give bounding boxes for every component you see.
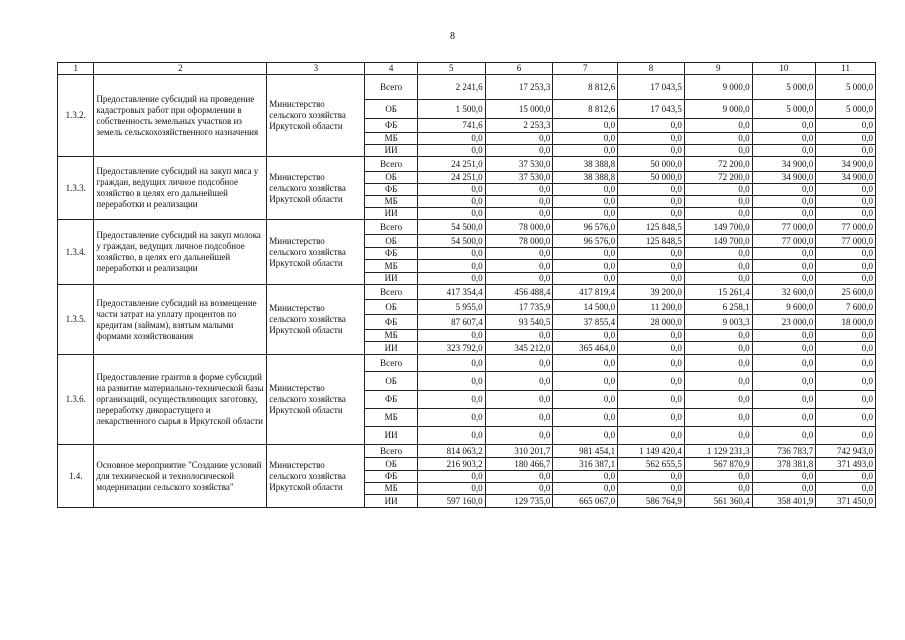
amount-cell: 1 129 231,3 xyxy=(684,445,752,458)
amount-cell: 0,0 xyxy=(618,260,685,273)
amount-cell: 23 000,0 xyxy=(752,315,816,330)
amount-cell: 0,0 xyxy=(553,471,618,483)
amount-cell: 5 000,0 xyxy=(752,75,816,100)
table-row xyxy=(58,157,876,172)
amount-cell: 0,0 xyxy=(618,330,685,342)
amount-cell: 0,0 xyxy=(417,372,485,391)
amount-cell: 0,0 xyxy=(684,133,752,145)
amount-cell: 365 464,0 xyxy=(553,342,618,355)
amount-cell: 0,0 xyxy=(485,471,553,483)
amount-cell: 736 783,7 xyxy=(752,445,816,458)
amount-cell: 0,0 xyxy=(752,119,816,133)
funding-source: МБ xyxy=(365,133,418,145)
amount-cell: 78 000,0 xyxy=(485,235,553,248)
amount-cell: 125 848,5 xyxy=(618,220,685,235)
funding-source: ФБ xyxy=(365,248,418,260)
amount-cell: 37 855,4 xyxy=(553,315,618,330)
amount-cell: 0,0 xyxy=(752,342,816,355)
amount-cell: 5 955,0 xyxy=(417,300,485,315)
column-number-row xyxy=(58,63,876,75)
amount-cell: 6 258,1 xyxy=(684,300,752,315)
amount-cell: 0,0 xyxy=(752,145,816,157)
amount-cell: 0,0 xyxy=(816,196,876,208)
amount-cell: 567 870,9 xyxy=(684,458,752,471)
amount-cell: 0,0 xyxy=(485,330,553,342)
amount-cell: 0,0 xyxy=(684,196,752,208)
amount-cell: 0,0 xyxy=(417,196,485,208)
amount-cell: 742 943,0 xyxy=(816,445,876,458)
amount-cell: 316 387,1 xyxy=(553,458,618,471)
amount-cell: 0,0 xyxy=(684,372,752,391)
amount-cell: 5 000,0 xyxy=(816,100,876,119)
amount-cell: 28 000,0 xyxy=(618,315,685,330)
item-code: 1.4. xyxy=(58,445,94,508)
amount-cell: 0,0 xyxy=(553,483,618,495)
amount-cell: 0,0 xyxy=(684,248,752,260)
amount-cell: 0,0 xyxy=(618,184,685,196)
amount-cell: 96 576,0 xyxy=(553,235,618,248)
amount-cell: 37 530,0 xyxy=(485,172,553,184)
amount-cell: 77 000,0 xyxy=(816,220,876,235)
funding-source: ОБ xyxy=(365,300,418,315)
amount-cell: 0,0 xyxy=(417,260,485,273)
amount-cell: 54 500,0 xyxy=(417,235,485,248)
funding-source: Всего xyxy=(365,75,418,100)
amount-cell: 597 160,0 xyxy=(417,495,485,508)
amount-cell: 5 000,0 xyxy=(816,75,876,100)
amount-cell: 0,0 xyxy=(553,391,618,409)
amount-cell: 0,0 xyxy=(485,260,553,273)
amount-cell: 96 576,0 xyxy=(553,220,618,235)
amount-cell: 9 000,0 xyxy=(684,75,752,100)
amount-cell: 358 401,9 xyxy=(752,495,816,508)
funding-source: Всего xyxy=(365,220,418,235)
column-header-8: 8 xyxy=(618,63,685,75)
amount-cell: 72 200,0 xyxy=(684,157,752,172)
amount-cell: 0,0 xyxy=(553,184,618,196)
amount-cell: 25 600,0 xyxy=(816,285,876,300)
amount-cell: 18 000,0 xyxy=(816,315,876,330)
amount-cell: 0,0 xyxy=(618,342,685,355)
amount-cell: 87 607,4 xyxy=(417,315,485,330)
funding-source: ОБ xyxy=(365,458,418,471)
amount-cell: 0,0 xyxy=(485,133,553,145)
item-executor: Министерство сельского хозяйства Иркутской области xyxy=(267,75,365,157)
amount-cell: 17 043,5 xyxy=(618,100,685,119)
amount-cell: 0,0 xyxy=(752,409,816,427)
amount-cell: 0,0 xyxy=(816,391,876,409)
amount-cell: 0,0 xyxy=(752,330,816,342)
amount-cell: 7 600,0 xyxy=(816,300,876,315)
amount-cell: 8 812,6 xyxy=(553,75,618,100)
item-executor: Министерство сельского хозяйства Иркутской области xyxy=(267,445,365,508)
amount-cell: 371 450,0 xyxy=(816,495,876,508)
amount-cell: 0,0 xyxy=(485,248,553,260)
amount-cell: 0,0 xyxy=(684,355,752,372)
funding-source: ОБ xyxy=(365,235,418,248)
item-name: Основное мероприятие "Создание условий для технической и технологической модернизации сельского хозяйства" xyxy=(94,445,267,508)
amount-cell: 72 200,0 xyxy=(684,172,752,184)
amount-cell: 0,0 xyxy=(816,330,876,342)
amount-cell: 50 000,0 xyxy=(618,157,685,172)
funding-source: ФБ xyxy=(365,184,418,196)
amount-cell: 0,0 xyxy=(816,184,876,196)
amount-cell: 0,0 xyxy=(553,372,618,391)
amount-cell: 0,0 xyxy=(752,372,816,391)
amount-cell: 0,0 xyxy=(618,248,685,260)
amount-cell: 17 253,3 xyxy=(485,75,553,100)
amount-cell: 0,0 xyxy=(553,260,618,273)
amount-cell: 9 600,0 xyxy=(752,300,816,315)
amount-cell: 34 900,0 xyxy=(816,172,876,184)
column-header-10: 10 xyxy=(752,63,816,75)
amount-cell: 0,0 xyxy=(752,208,816,220)
amount-cell: 8 812,6 xyxy=(553,100,618,119)
amount-cell: 0,0 xyxy=(485,427,553,445)
amount-cell: 0,0 xyxy=(816,208,876,220)
amount-cell: 17 735,9 xyxy=(485,300,553,315)
column-header-4: 4 xyxy=(365,63,418,75)
item-code: 1.3.3. xyxy=(58,157,94,220)
amount-cell: 0,0 xyxy=(485,208,553,220)
amount-cell: 129 735,0 xyxy=(485,495,553,508)
amount-cell: 0,0 xyxy=(752,471,816,483)
funding-source: Всего xyxy=(365,157,418,172)
amount-cell: 0,0 xyxy=(618,355,685,372)
item-code: 1.3.2. xyxy=(58,75,94,157)
amount-cell: 38 388,8 xyxy=(553,157,618,172)
funding-source: МБ xyxy=(365,409,418,427)
amount-cell: 0,0 xyxy=(684,145,752,157)
funding-source: МБ xyxy=(365,260,418,273)
amount-cell: 0,0 xyxy=(684,208,752,220)
amount-cell: 77 000,0 xyxy=(816,235,876,248)
item-executor: Министерство сельского хозяйства Иркутской области xyxy=(267,220,365,285)
amount-cell: 814 063,2 xyxy=(417,445,485,458)
amount-cell: 0,0 xyxy=(618,483,685,495)
amount-cell: 561 360,4 xyxy=(684,495,752,508)
amount-cell: 0,0 xyxy=(684,342,752,355)
amount-cell: 0,0 xyxy=(752,483,816,495)
amount-cell: 0,0 xyxy=(684,184,752,196)
funding-source: Всего xyxy=(365,445,418,458)
amount-cell: 0,0 xyxy=(553,330,618,342)
amount-cell: 0,0 xyxy=(417,391,485,409)
amount-cell: 0,0 xyxy=(752,133,816,145)
amount-cell: 0,0 xyxy=(816,427,876,445)
amount-cell: 14 500,0 xyxy=(553,300,618,315)
amount-cell: 38 388,8 xyxy=(553,172,618,184)
amount-cell: 0,0 xyxy=(618,119,685,133)
amount-cell: 0,0 xyxy=(485,355,553,372)
amount-cell: 180 466,7 xyxy=(485,458,553,471)
amount-cell: 0,0 xyxy=(553,119,618,133)
table-row xyxy=(58,445,876,458)
amount-cell: 0,0 xyxy=(485,391,553,409)
amount-cell: 417 354,4 xyxy=(417,285,485,300)
table-row xyxy=(58,220,876,235)
amount-cell: 39 200,0 xyxy=(618,285,685,300)
amount-cell: 0,0 xyxy=(485,273,553,285)
amount-cell: 741,6 xyxy=(417,119,485,133)
amount-cell: 0,0 xyxy=(553,208,618,220)
amount-cell: 371 493,0 xyxy=(816,458,876,471)
amount-cell: 0,0 xyxy=(618,145,685,157)
amount-cell: 0,0 xyxy=(816,409,876,427)
amount-cell: 34 900,0 xyxy=(752,172,816,184)
amount-cell: 0,0 xyxy=(752,355,816,372)
amount-cell: 0,0 xyxy=(816,248,876,260)
amount-cell: 77 000,0 xyxy=(752,220,816,235)
amount-cell: 0,0 xyxy=(816,372,876,391)
table-row xyxy=(58,285,876,300)
amount-cell: 0,0 xyxy=(417,330,485,342)
page-number: 8 xyxy=(450,31,455,42)
amount-cell: 0,0 xyxy=(417,145,485,157)
amount-cell: 0,0 xyxy=(485,483,553,495)
amount-cell: 0,0 xyxy=(752,427,816,445)
item-name: Предоставление субсидий на закуп молока у граждан, ведущих личное подсобное хозяйство, в целях его дальнейшей переработки и реализации xyxy=(94,220,267,285)
item-name: Предоставление грантов в форме субсидий на развитие материально-технической базы организаций, осуществляющих заготовку, переработку дикорастущего и лекарственного сырья в Иркутской области xyxy=(94,355,267,445)
amount-cell: 11 200,0 xyxy=(618,300,685,315)
amount-cell: 0,0 xyxy=(618,372,685,391)
amount-cell: 0,0 xyxy=(417,273,485,285)
column-header-7: 7 xyxy=(553,63,618,75)
amount-cell: 2 253,3 xyxy=(485,119,553,133)
funding-source: ИИ xyxy=(365,427,418,445)
amount-cell: 24 251,0 xyxy=(417,157,485,172)
funding-source: МБ xyxy=(365,196,418,208)
amount-cell: 9 000,0 xyxy=(684,100,752,119)
amount-cell: 323 792,0 xyxy=(417,342,485,355)
amount-cell: 0,0 xyxy=(752,260,816,273)
amount-cell: 149 700,0 xyxy=(684,235,752,248)
amount-cell: 0,0 xyxy=(553,273,618,285)
amount-cell: 0,0 xyxy=(485,145,553,157)
column-header-1: 1 xyxy=(58,63,94,75)
amount-cell: 149 700,0 xyxy=(684,220,752,235)
amount-cell: 456 488,4 xyxy=(485,285,553,300)
funding-source: ИИ xyxy=(365,273,418,285)
amount-cell: 0,0 xyxy=(684,427,752,445)
item-name: Предоставление субсидий на закуп мяса у граждан, ведущих личное подсобное хозяйство в целях его дальнейшей переработки и реализации xyxy=(94,157,267,220)
funding-source: Всего xyxy=(365,285,418,300)
amount-cell: 0,0 xyxy=(553,248,618,260)
amount-cell: 417 819,4 xyxy=(553,285,618,300)
amount-cell: 37 530,0 xyxy=(485,157,553,172)
amount-cell: 0,0 xyxy=(553,145,618,157)
amount-cell: 32 600,0 xyxy=(752,285,816,300)
amount-cell: 310 201,7 xyxy=(485,445,553,458)
item-executor: Министерство сельского хозяйства Иркутской области xyxy=(267,157,365,220)
amount-cell: 0,0 xyxy=(417,208,485,220)
amount-cell: 378 381,8 xyxy=(752,458,816,471)
item-code: 1.3.4. xyxy=(58,220,94,285)
amount-cell: 586 764,9 xyxy=(618,495,685,508)
amount-cell: 1 149 420,4 xyxy=(618,445,685,458)
amount-cell: 0,0 xyxy=(752,248,816,260)
item-executor: Министерство сельского хозяйства Иркутской области xyxy=(267,285,365,355)
item-code: 1.3.5. xyxy=(58,285,94,355)
amount-cell: 0,0 xyxy=(684,330,752,342)
amount-cell: 0,0 xyxy=(553,196,618,208)
amount-cell: 0,0 xyxy=(816,471,876,483)
amount-cell: 665 067,0 xyxy=(553,495,618,508)
table-row xyxy=(58,355,876,372)
amount-cell: 2 241,6 xyxy=(417,75,485,100)
amount-cell: 1 500,0 xyxy=(417,100,485,119)
item-name: Предоставление субсидий на проведение кадастровых работ при оформлении в собственность земельных участков из земель сельскохозяйственного назначения xyxy=(94,75,267,157)
amount-cell: 345 212,0 xyxy=(485,342,553,355)
amount-cell: 0,0 xyxy=(752,273,816,285)
amount-cell: 0,0 xyxy=(816,145,876,157)
amount-cell: 0,0 xyxy=(684,471,752,483)
amount-cell: 0,0 xyxy=(485,372,553,391)
amount-cell: 981 454,1 xyxy=(553,445,618,458)
funding-source: ИИ xyxy=(365,342,418,355)
amount-cell: 0,0 xyxy=(752,391,816,409)
item-name: Предоставление субсидий на возмещение части затрат на уплату процентов по кредитам (займам), взятым малыми формами хозяйствования xyxy=(94,285,267,355)
funding-source: МБ xyxy=(365,330,418,342)
amount-cell: 0,0 xyxy=(618,196,685,208)
amount-cell: 0,0 xyxy=(485,196,553,208)
amount-cell: 0,0 xyxy=(618,409,685,427)
amount-cell: 0,0 xyxy=(618,391,685,409)
amount-cell: 0,0 xyxy=(417,483,485,495)
amount-cell: 0,0 xyxy=(618,471,685,483)
funding-source: ФБ xyxy=(365,391,418,409)
funding-source: ФБ xyxy=(365,315,418,330)
amount-cell: 77 000,0 xyxy=(752,235,816,248)
column-header-9: 9 xyxy=(684,63,752,75)
funding-table xyxy=(57,62,876,508)
amount-cell: 0,0 xyxy=(417,133,485,145)
amount-cell: 0,0 xyxy=(618,273,685,285)
amount-cell: 93 540,5 xyxy=(485,315,553,330)
amount-cell: 0,0 xyxy=(618,133,685,145)
amount-cell: 15 261,4 xyxy=(684,285,752,300)
column-header-5: 5 xyxy=(417,63,485,75)
funding-source: ИИ xyxy=(365,145,418,157)
column-header-6: 6 xyxy=(485,63,553,75)
amount-cell: 0,0 xyxy=(485,184,553,196)
amount-cell: 0,0 xyxy=(684,273,752,285)
amount-cell: 0,0 xyxy=(417,427,485,445)
amount-cell: 0,0 xyxy=(553,133,618,145)
funding-source: ФБ xyxy=(365,119,418,133)
amount-cell: 0,0 xyxy=(417,409,485,427)
column-header-11: 11 xyxy=(816,63,876,75)
amount-cell: 0,0 xyxy=(553,355,618,372)
amount-cell: 34 900,0 xyxy=(752,157,816,172)
amount-cell: 0,0 xyxy=(417,248,485,260)
amount-cell: 0,0 xyxy=(684,260,752,273)
amount-cell: 0,0 xyxy=(684,391,752,409)
table-body xyxy=(58,63,876,508)
amount-cell: 216 903,2 xyxy=(417,458,485,471)
amount-cell: 0,0 xyxy=(684,409,752,427)
amount-cell: 0,0 xyxy=(684,119,752,133)
amount-cell: 0,0 xyxy=(816,342,876,355)
funding-source: ФБ xyxy=(365,471,418,483)
amount-cell: 78 000,0 xyxy=(485,220,553,235)
amount-cell: 9 003,3 xyxy=(684,315,752,330)
amount-cell: 0,0 xyxy=(816,119,876,133)
amount-cell: 0,0 xyxy=(485,409,553,427)
amount-cell: 0,0 xyxy=(816,355,876,372)
amount-cell: 0,0 xyxy=(816,260,876,273)
item-executor: Министерство сельского хозяйства Иркутской области xyxy=(267,355,365,445)
amount-cell: 17 043,5 xyxy=(618,75,685,100)
amount-cell: 0,0 xyxy=(417,184,485,196)
amount-cell: 0,0 xyxy=(553,409,618,427)
column-header-2: 2 xyxy=(94,63,267,75)
funding-source: ИИ xyxy=(365,495,418,508)
funding-source: МБ xyxy=(365,483,418,495)
item-code: 1.3.6. xyxy=(58,355,94,445)
amount-cell: 34 900,0 xyxy=(816,157,876,172)
amount-cell: 125 848,5 xyxy=(618,235,685,248)
amount-cell: 54 500,0 xyxy=(417,220,485,235)
amount-cell: 0,0 xyxy=(752,196,816,208)
amount-cell: 0,0 xyxy=(553,427,618,445)
amount-cell: 15 000,0 xyxy=(485,100,553,119)
amount-cell: 50 000,0 xyxy=(618,172,685,184)
amount-cell: 562 655,5 xyxy=(618,458,685,471)
funding-source: ОБ xyxy=(365,372,418,391)
amount-cell: 0,0 xyxy=(684,483,752,495)
amount-cell: 0,0 xyxy=(417,471,485,483)
amount-cell: 0,0 xyxy=(816,483,876,495)
table-row xyxy=(58,75,876,100)
amount-cell: 0,0 xyxy=(618,427,685,445)
funding-source: ИИ xyxy=(365,208,418,220)
amount-cell: 0,0 xyxy=(816,273,876,285)
amount-cell: 0,0 xyxy=(752,184,816,196)
funding-source: Всего xyxy=(365,355,418,372)
funding-source: ОБ xyxy=(365,172,418,184)
funding-source: ОБ xyxy=(365,100,418,119)
amount-cell: 0,0 xyxy=(417,355,485,372)
column-header-3: 3 xyxy=(267,63,365,75)
amount-cell: 5 000,0 xyxy=(752,100,816,119)
amount-cell: 0,0 xyxy=(816,133,876,145)
amount-cell: 0,0 xyxy=(618,208,685,220)
amount-cell: 24 251,0 xyxy=(417,172,485,184)
